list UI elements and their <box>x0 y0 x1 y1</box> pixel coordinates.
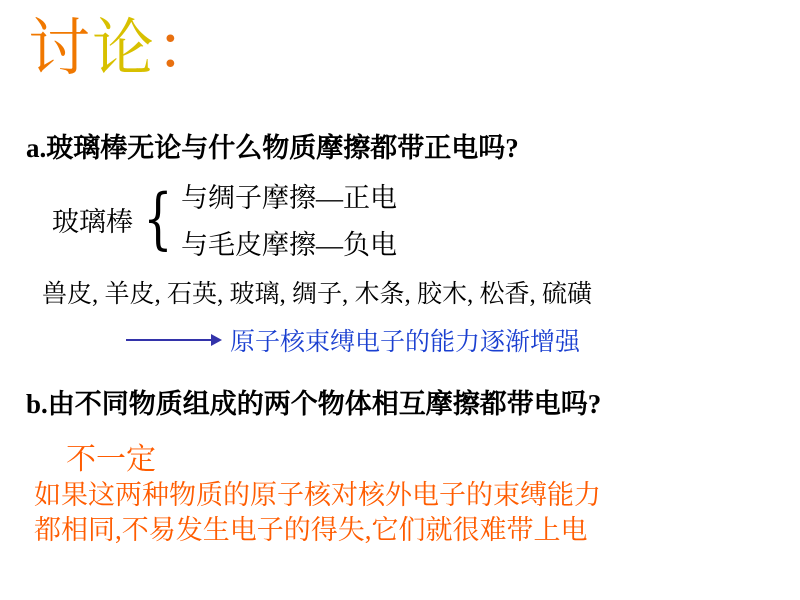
brace-line-1: 与绸子摩擦—正电 <box>181 183 397 213</box>
title-char-2: 论 <box>92 11 157 84</box>
title-char-1: 讨 <box>28 11 93 84</box>
slide-title <box>28 12 220 83</box>
explanation-line-2: 都相同,不易发生电子的得失,它们就很难带上电 <box>34 514 588 545</box>
materials-list: 兽皮, 羊皮, 石英, 玻璃, 绸子, 木条, 胶木, 松香, 硫磺 <box>42 281 593 308</box>
right-arrow-icon <box>126 331 222 349</box>
brace-line-2: 与毛皮摩擦—负电 <box>181 230 397 260</box>
title-char-3: ： <box>156 11 221 84</box>
answer-text: 不一定 <box>66 443 156 476</box>
brace-label: 玻璃棒 <box>52 206 133 237</box>
brace-mark-icon: { <box>143 180 173 258</box>
explanation-text <box>34 478 601 547</box>
question-a: a.玻璃棒无论与什么物质摩擦都带正电吗? <box>26 133 519 163</box>
question-b: b.由不同物质组成的两个物体相互摩擦都带电吗? <box>26 389 602 419</box>
arrow-note-row <box>126 322 580 358</box>
explanation-line-1: 如果这两种物质的原子核对核外电子的束缚能力 <box>34 480 601 510</box>
blue-note-text: 原子核束缚电子的能力逐渐增强 <box>230 329 581 356</box>
brace-group <box>52 176 397 262</box>
brace-lines <box>181 176 397 262</box>
